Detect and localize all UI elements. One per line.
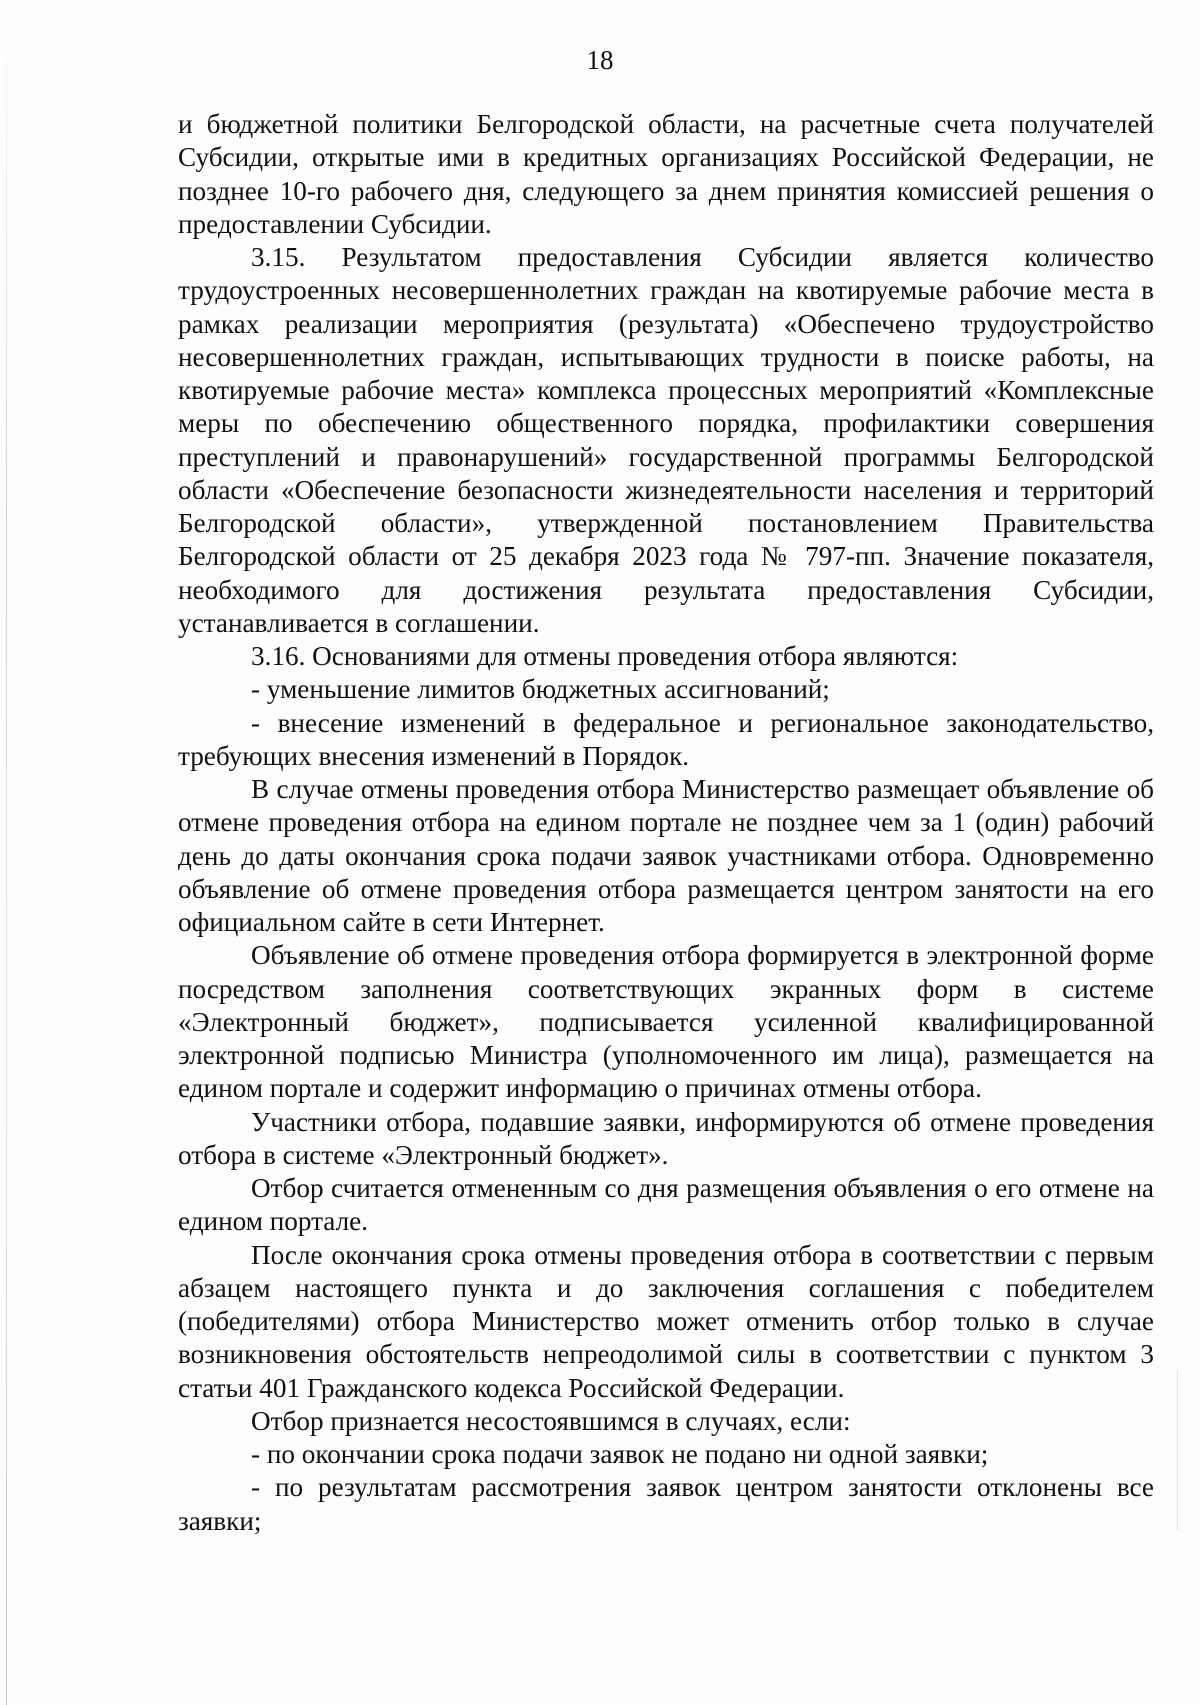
- list-item-all-rejected: - по результатам рассмотрения заявок центром занятости отклонены все заявки;: [178, 1472, 1154, 1536]
- paragraph-cancellation-notice: Объявление об отмене проведения отбора формируется в электронной форме посредством заполнения соответствующих экранных форм в системе «Электронный бюджет», подписывается усиленной квалифицированной электронной подписью Министра (уполномоченного им лица), размещается на едином портале и содержит информацию о причинах отмены отбора.: [178, 940, 1154, 1104]
- paragraph-cancelled-date: Отбор считается отмененным со дня размещения объявления о его отмене на едином портале.: [178, 1173, 1154, 1237]
- paragraph-3-15: 3.15. Результатом предоставления Субсидии является количество трудоустроенных несовершеннолетних граждан на квотируемые рабочие места в рамках реализации мероприятия (результата) «Обеспечено трудоустройство несовершеннолетних граждан, испытывающих трудности в поиске работы, на квотируемые рабочие места» комплекса процессных мероприятий «Комплексные меры по обеспечению общественного порядка, профилактики совершения преступлений и правонарушений» государственной программы Белгородской области «Обеспечение безопасности жизнедеятельности населения и территорий Белгородской области», утвержденной постановлением Правительства Белгородской области от 25 декабря 2023 года № 797-пп. Значение показателя, необходимого для достижения результата предоставления Субсидии, устанавливается в соглашении.: [178, 242, 1154, 638]
- paragraph-failed-selection: Отбор признается несостоявшимся в случаях, если:: [251, 1405, 851, 1436]
- scan-edge-line: [6, 0, 7, 1705]
- list-item-limits: - уменьшение лимитов бюджетных ассигнований;: [251, 674, 830, 705]
- paragraph-cancellation-case: В случае отмены проведения отбора Министерство размещает объявление об отмене проведения отбора на едином портале не позднее чем за 1 (один) рабочий день до даты окончания срока подачи заявок участниками отбора. Одновременно объявление об отмене проведения отбора размещается центром занятости на его официальном сайте в сети Интернет.: [178, 774, 1154, 937]
- paragraph-3-16: 3.16. Основаниями для отмены проведения отбора являются:: [251, 641, 959, 671]
- paragraph-continuation: и бюджетной политики Белгородской области, на расчетные счета получателей Субсидии, открытые ими в кредитных организациях Российской Федерации, не позднее 10-го рабочего дня, следующего за днем принятия комиссией решения о предоставлении Субсидии.: [178, 109, 1154, 239]
- scan-edge-mark: [1177, 1370, 1178, 1530]
- list-item-no-applications: - по окончании срока подачи заявок не подано ни одной заявки;: [251, 1439, 989, 1469]
- paragraph-participants-informed: Участники отбора, подавшие заявки, информируются об отмене проведения отбора в системе «Электронный бюджет».: [178, 1106, 1154, 1170]
- page-number: 18: [586, 45, 614, 75]
- paragraph-force-majeure: После окончания срока отмены проведения отбора в соответствии с первым абзацем настоящего пункта и до заключения соглашения с победителем (победителями) отбора Министерство может отменить отбор только в случае возникновения обстоятельств непреодолимой силы в соответствии с пунктом 3 статьи 401 Гражданского кодекса Российской Федерации.: [178, 1239, 1154, 1403]
- document-body: [178, 108, 1154, 1538]
- list-item-legislation: - внесение изменений в федеральное и региональное законодательство, требующих внесения изменений в Порядок.: [178, 707, 1154, 771]
